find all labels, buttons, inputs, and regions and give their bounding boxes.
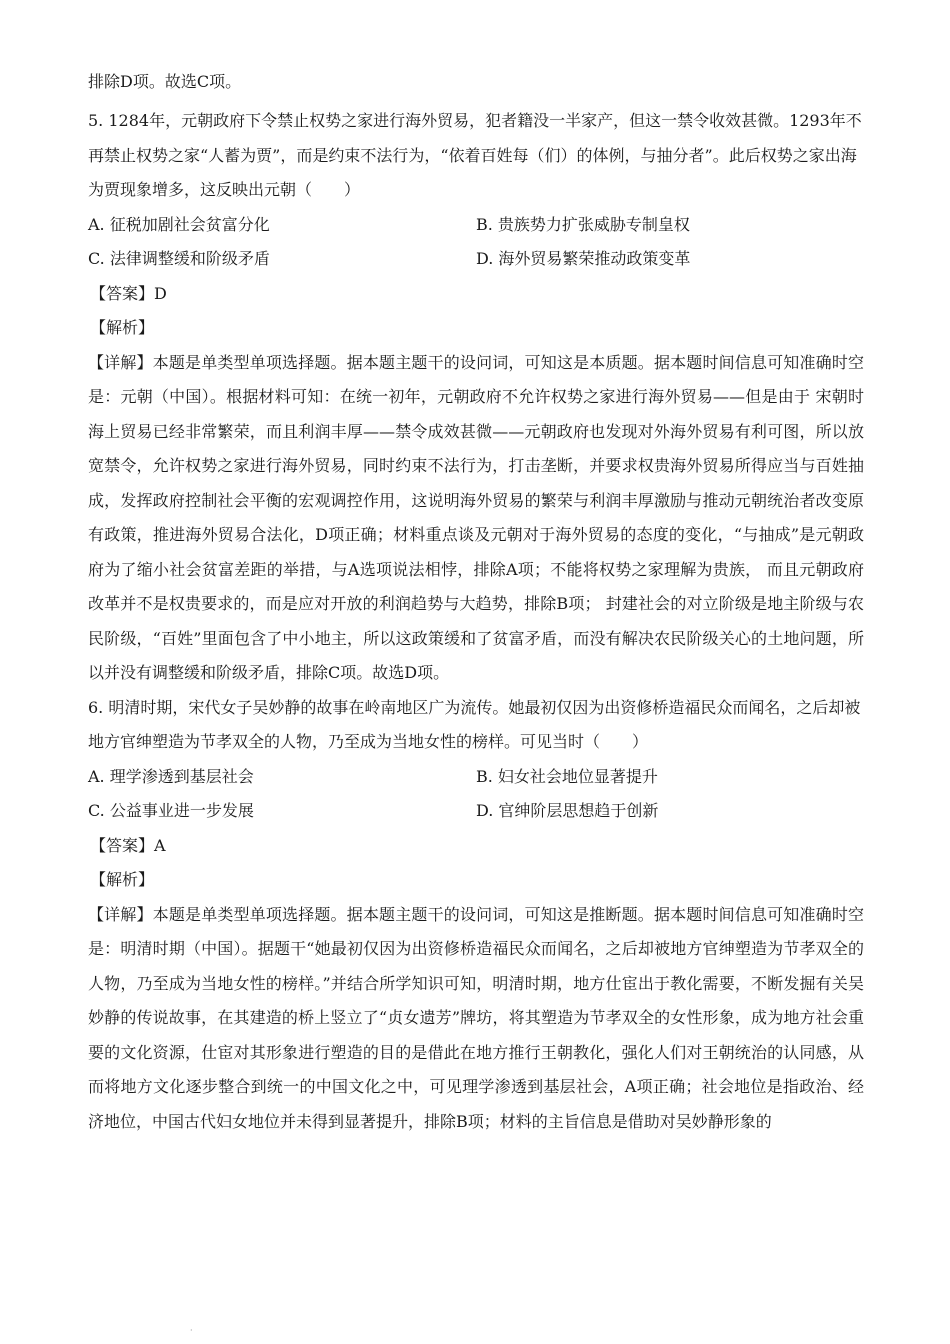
q5-answer: 【答案】D <box>90 283 167 303</box>
previous-answer-conclusion: 排除D项。故选C项。 <box>88 72 242 91</box>
q5-option-d: D. 海外贸易繁荣推动政策变革 <box>476 249 691 268</box>
q6-option-a: A. 理学渗透到基层社会 <box>88 766 254 786</box>
question-6-stem: 6. 明清时期，宋代女子吴妙静的故事在岭南地区广为流传。她最初仅因为出资修桥造福民众而闻名，之后却被地方官绅塑造为节孝双全的人物，乃至成为当地女性的榜样。可见当时（ ） <box>88 697 861 751</box>
document-page <box>88 72 864 1139</box>
q6-option-c: C. 公益事业进一步发展 <box>88 801 254 820</box>
q5-option-b: B. 贵族势力扩张威胁专制皇权 <box>476 214 690 234</box>
question-6-options <box>88 760 864 829</box>
q6-analysis-label: 【解析】 <box>90 870 155 889</box>
q5-detail: 【详解】本题是单类型单项选择题。据本题主题干的设问词，可知这是本质题。据本题时间信息可知准确时空是：元朝（中国）。根据材料可知：在统一初年，元朝政府不允许权势之家进行海外贸易——但是由于 宋朝时海上贸易已经非常繁荣，而且利润丰厚——禁令成效甚微——元朝政府也发现对外海外贸易有利可图，所以放宽禁令，允许权势之家进行海外贸易，同时约束不法行为，打击垄断，并要求权贵海外贸易所得应当与百姓抽成，发挥政府控制社会平衡的宏观调控作用，这说明海外贸易的繁荣与利润丰厚激励与推动元朝统治者改变原有政策，推进海外贸易合法化，D项正确；材料重点谈及元朝对于海外贸易的态度的变化，“与抽成”是元朝政府为了缩小社会贫富差距的举措，与A选项说法相悖，排除A项；不能将权势之家理解为贵族， 而且元朝政府改革并不是权贵要求的，而是应对开放的利润趋势与大趋势，排除B项； 封建社会的对立阶级是地主阶级与农民阶级，“百姓”里面包含了中小地主，所以这政策缓和了贫富矛盾，而没有解决农民阶级关心的土地问题，所以并没有调整缓和阶级矛盾，排除C项。故选D项。 <box>88 352 864 682</box>
q5-option-c: C. 法律调整缓和阶级矛盾 <box>88 249 270 268</box>
q6-option-d: D. 官绅阶层思想趋于创新 <box>476 801 659 820</box>
q6-detail: 【详解】本题是单类型单项选择题。据本题主题干的设问词，可知这是推断题。据本题时间信息可知准确时空是：明清时期（中国）。据题干“她最初仅因为出资修桥造福民众而闻名，之后却被地方官绅塑造为节孝双全的人物，乃至成为当地女性的榜样。”并结合所学知识可知，明清时期，地方仕宦出于教化需要，不断发掘有关吴妙静的传说故事，在其建造的桥上竖立了“贞女遗芳”牌坊，将其塑造为节孝双全的女性形象，成为地方社会重要的文化资源，仕宦对其形象进行塑造的目的是借此在地方推行王朝教化，强化人们对王朝统治的认同感，从而将地方文化逐步整合到统一的中国文化之中，可见理学渗透到基层社会，A项正确；社会地位是指政治、经济地位，中国古代妇女地位并未得到显著提升，排除B项；材料的主旨信息是借助对吴妙静形象的 <box>88 904 864 1131</box>
q6-answer: 【答案】A <box>90 835 166 855</box>
q5-option-a: A. 征税加剧社会贫富分化 <box>88 214 270 234</box>
q5-analysis-label: 【解析】 <box>90 318 155 337</box>
footer-mark: · <box>190 1326 193 1335</box>
q6-option-b: B. 妇女社会地位显著提升 <box>476 766 658 786</box>
question-5-options <box>88 208 864 277</box>
question-5-stem: 5. 1284年，元朝政府下令禁止权势之家进行海外贸易，犯者籍没一半家产，但这一禁令收效甚微。1293年不再禁止权势之家“人蓄为贾”，而是约束不法行为，“依着百姓每（们）的体例，与抽分者”。此后权势之家出海为贾现象增多，这反映出元朝（ ） <box>88 111 862 199</box>
